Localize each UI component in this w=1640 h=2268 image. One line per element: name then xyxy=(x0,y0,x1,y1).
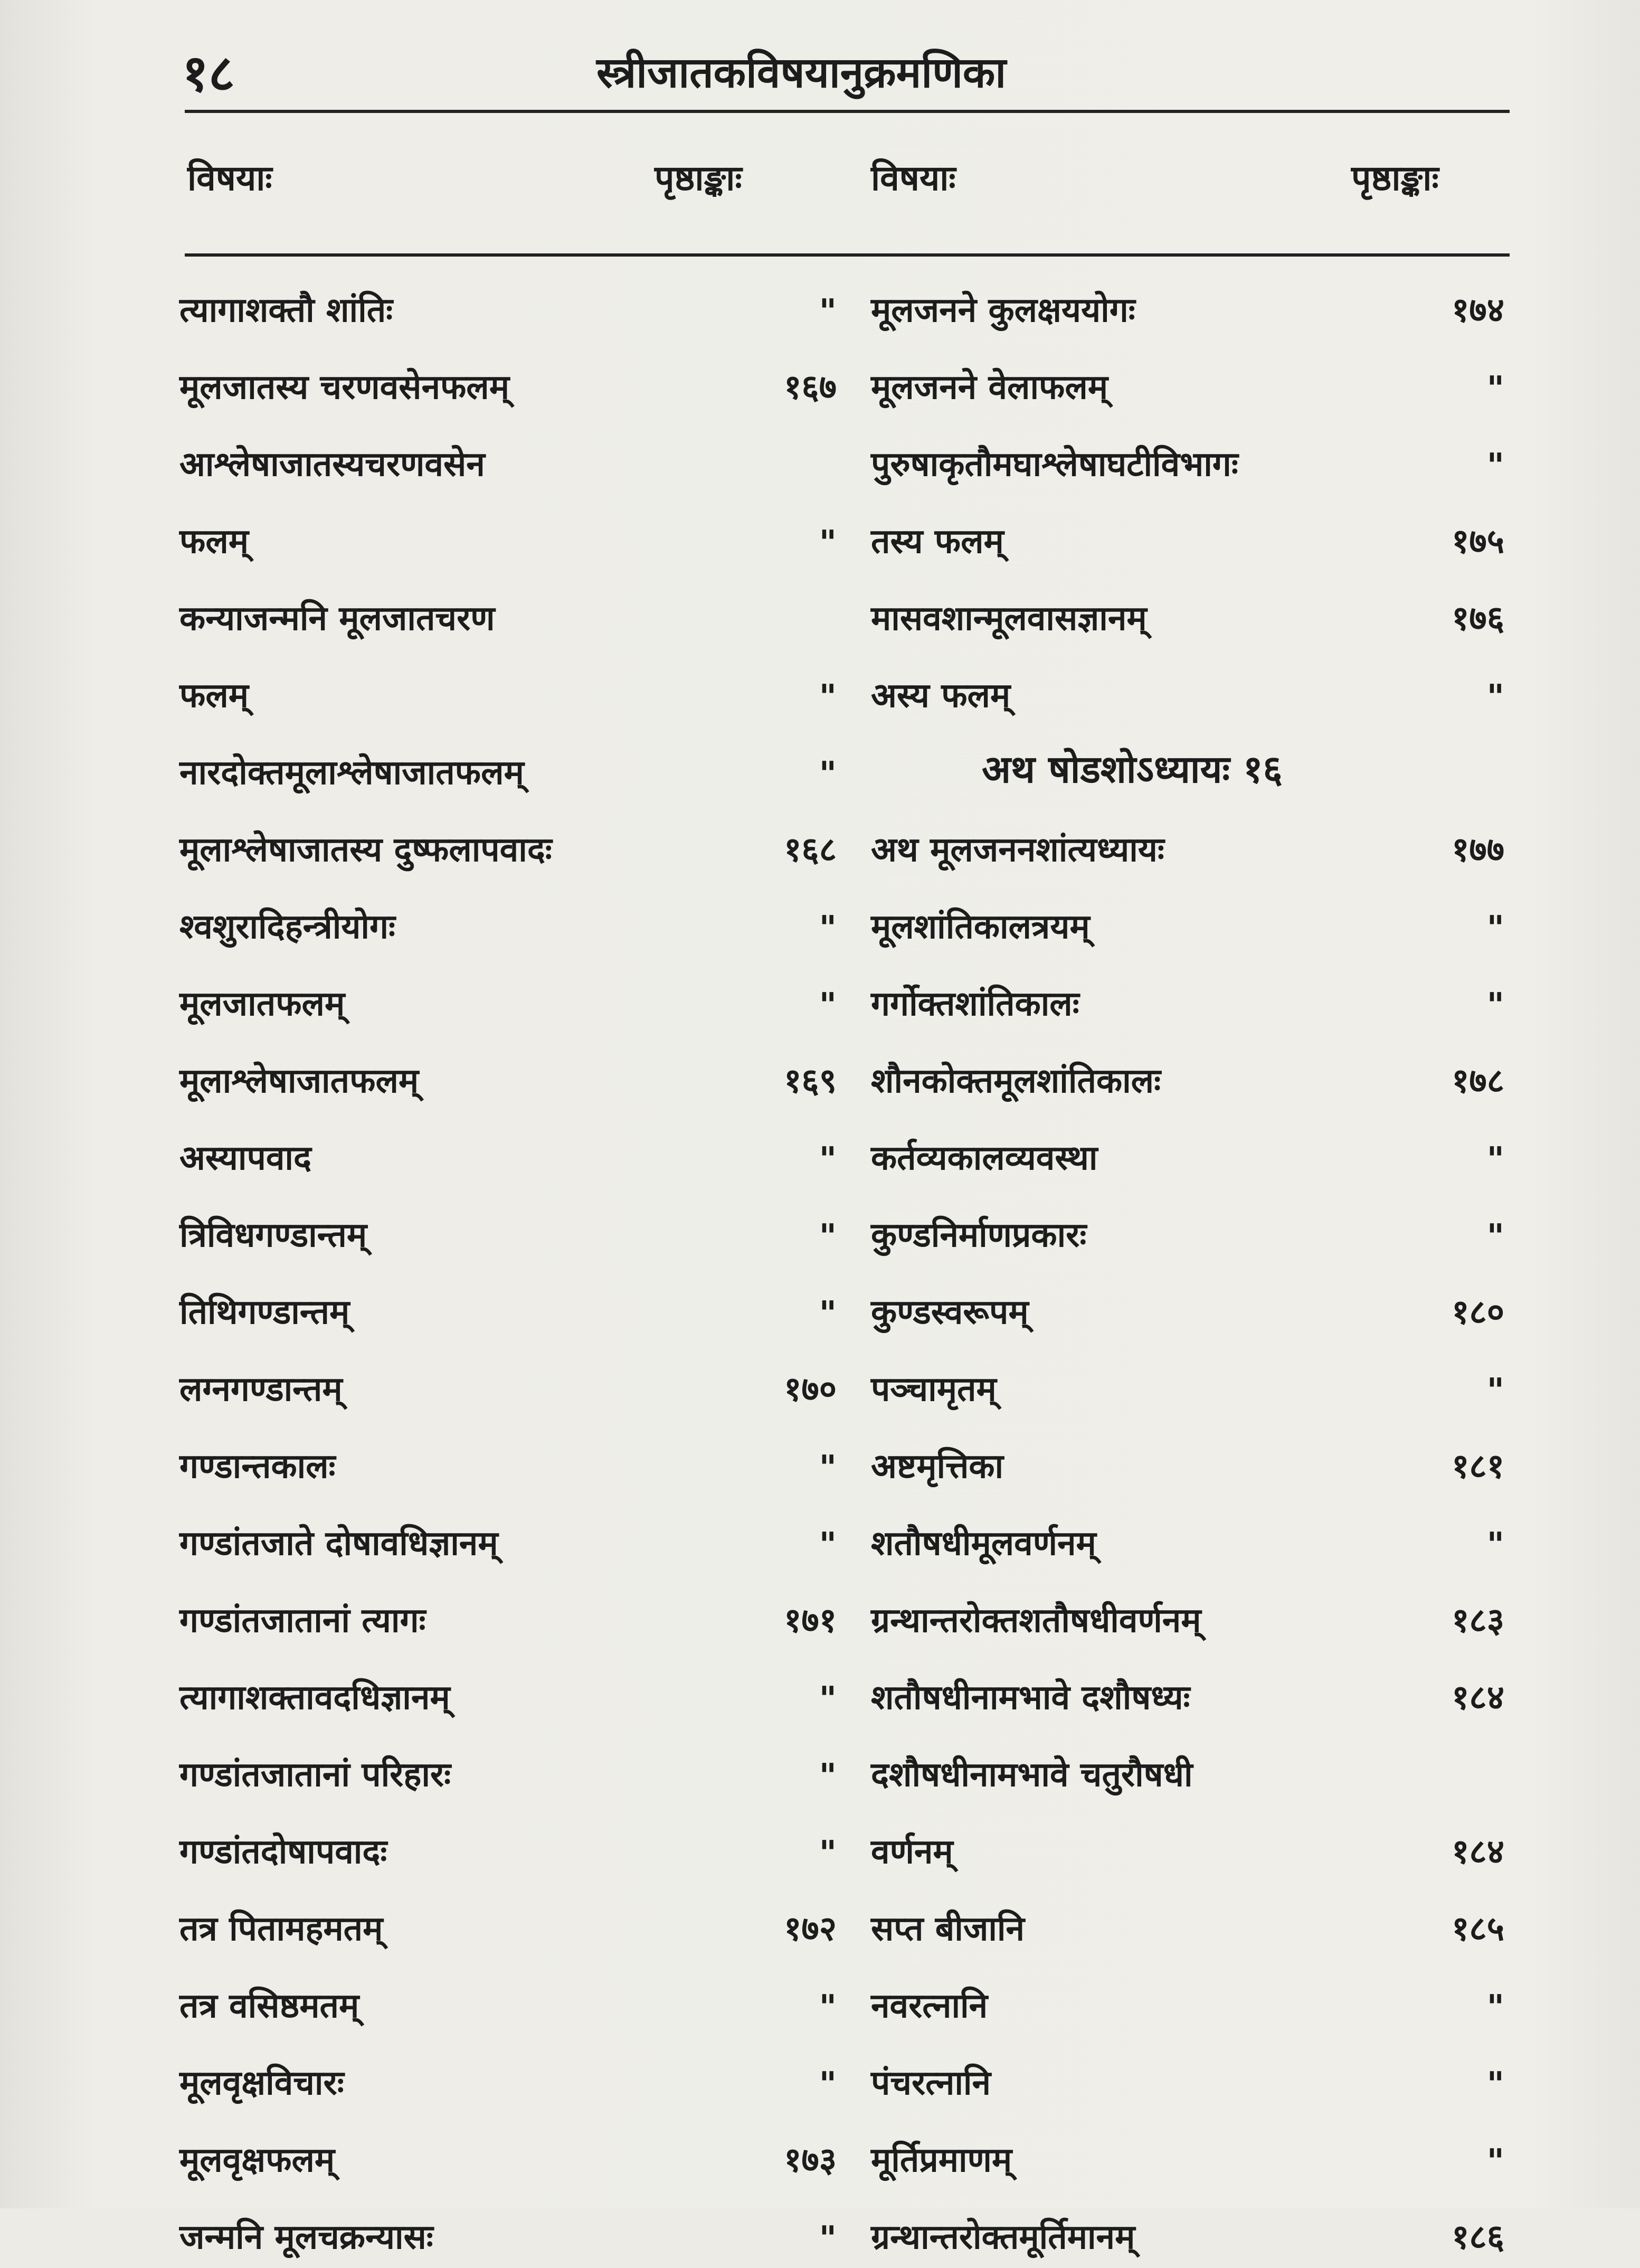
index-entry xyxy=(871,1883,1504,1960)
entry-subject: अथ षोडशोऽध्यायः १६ xyxy=(982,747,1283,791)
index-entry xyxy=(179,2191,837,2268)
entry-page-number: " xyxy=(1486,2142,1504,2181)
entry-subject: गण्डांतजाते दोषावधिज्ञानम् xyxy=(179,1524,498,1563)
entry-subject: गण्डांतदोषापवादः xyxy=(179,1832,387,1872)
index-entry xyxy=(871,1266,1504,1343)
index-entry xyxy=(179,1883,837,1960)
entry-subject: शतौषधीमूलवर्णनम् xyxy=(871,1524,1096,1563)
index-entry xyxy=(179,1497,837,1574)
entry-subject: पुरुषाकृतौमघाश्लेषाघटीविभागः xyxy=(871,445,1238,484)
entry-subject: गण्डांतजातानां त्यागः xyxy=(179,1601,426,1640)
entry-subject: नवरत्नानि xyxy=(871,1987,988,2026)
index-entry xyxy=(179,1266,837,1343)
index-entry xyxy=(179,495,837,572)
left-subject-header: विषयाः xyxy=(187,158,272,199)
right-index-column xyxy=(871,264,1504,2268)
entry-subject: अष्टमृत्तिका xyxy=(871,1447,1004,1486)
entry-page-number: १८० xyxy=(1452,1293,1504,1332)
entry-subject: अस्य फलम् xyxy=(871,676,1011,715)
entry-subject: नारदोक्तमूलाश्लेषाजातफलम् xyxy=(179,753,524,792)
entry-subject: फलम् xyxy=(179,676,249,715)
entry-subject: ग्रन्थान्तरोक्तमूर्तिमानम् xyxy=(871,2218,1135,2257)
index-entry xyxy=(179,1960,837,2037)
entry-subject: पञ्चामृतम् xyxy=(871,1370,997,1409)
entry-page-number: " xyxy=(1486,1526,1504,1565)
index-entry xyxy=(871,1960,1504,2037)
index-entry xyxy=(871,1651,1504,1728)
entry-subject: कुण्डस्वरूपम् xyxy=(871,1293,1029,1332)
entry-subject: गण्डांतजातानां परिहारः xyxy=(179,1755,451,1794)
entry-page-number: " xyxy=(1486,678,1504,717)
entry-page-number: १७८ xyxy=(1452,1062,1504,1101)
entry-page-number: १८४ xyxy=(1452,1832,1504,1872)
entry-page-number: " xyxy=(819,1140,837,1179)
entry-subject: मूलवृक्षफलम् xyxy=(179,2141,335,2180)
index-entry xyxy=(871,649,1504,726)
entry-page-number: १७७ xyxy=(1452,830,1504,870)
entry-page-number: " xyxy=(819,1834,837,1873)
entry-page-number: १७६ xyxy=(1452,599,1504,638)
index-entry xyxy=(179,2114,837,2191)
entry-subject: पंचरत्नानि xyxy=(871,2064,991,2103)
entry-subject: तिथिगण्डान्तम् xyxy=(179,1293,350,1332)
entry-page-number: " xyxy=(819,524,837,563)
index-entry xyxy=(871,2114,1504,2191)
entry-page-number: " xyxy=(819,1217,837,1256)
entry-subject: अस्यापवाद xyxy=(179,1139,311,1178)
index-entry xyxy=(871,881,1504,958)
entry-subject: त्यागाशक्तावदधिज्ञानम् xyxy=(179,1678,450,1717)
entry-page-number: " xyxy=(819,1988,837,2027)
entry-subject: कन्याजन्मनि मूलजातचरण xyxy=(179,599,495,638)
entry-page-number: १८३ xyxy=(1452,1601,1504,1640)
entry-page-number: " xyxy=(1486,986,1504,1025)
index-entry xyxy=(179,726,837,804)
index-entry xyxy=(871,1806,1504,1883)
entry-page-number: १८६ xyxy=(1452,2218,1504,2257)
entry-page-number: " xyxy=(819,2219,837,2258)
entry-page-number: " xyxy=(819,2065,837,2104)
index-entry xyxy=(179,1112,837,1189)
entry-page-number: १८५ xyxy=(1452,1910,1504,1949)
entry-subject: मूर्तिप्रमाणम् xyxy=(871,2141,1012,2180)
entry-subject: शतौषधीनामभावे दशौषध्यः xyxy=(871,1678,1190,1717)
index-entry xyxy=(871,1728,1504,1806)
page-title: स्त्रीजातकविषयानुक्रमणिका xyxy=(596,48,1007,97)
index-entry xyxy=(871,1420,1504,1497)
right-page-header: पृष्ठाङ्काः xyxy=(1351,158,1439,199)
index-entry xyxy=(179,881,837,958)
index-entry xyxy=(871,1343,1504,1420)
index-entry xyxy=(871,1574,1504,1651)
entry-page-number: १७३ xyxy=(784,2141,837,2180)
entry-page-number: " xyxy=(819,1294,837,1334)
entry-page-number: " xyxy=(819,1680,837,1719)
left-index-column xyxy=(179,264,837,2268)
entry-subject: मूलजनने वेलाफलम् xyxy=(871,368,1108,407)
entry-subject: तस्य फलम् xyxy=(871,522,1004,561)
entry-subject: शौनकोक्तमूलशांतिकालः xyxy=(871,1062,1161,1101)
entry-page-number: " xyxy=(1486,447,1504,486)
index-entry xyxy=(179,1189,837,1266)
entry-subject: श्वशुरादिहन्त्रीयोगः xyxy=(179,908,395,947)
index-entry xyxy=(871,958,1504,1035)
entry-subject: मूलजातफलम् xyxy=(179,985,345,1024)
entry-page-number: " xyxy=(819,678,837,717)
index-entry xyxy=(179,341,837,418)
entry-subject: गण्डान्तकालः xyxy=(179,1447,336,1486)
index-entry xyxy=(871,804,1504,881)
entry-subject: फलम् xyxy=(179,522,249,561)
index-entry xyxy=(179,958,837,1035)
entry-subject: मूलाश्लेषाजातफलम् xyxy=(179,1062,419,1101)
index-entry xyxy=(871,572,1504,649)
entry-page-number: " xyxy=(1486,909,1504,948)
entry-page-number: " xyxy=(819,1526,837,1565)
entry-page-number: १८४ xyxy=(1452,1678,1504,1717)
index-entry xyxy=(871,418,1504,495)
entry-subject: त्यागाशक्तौ शांतिः xyxy=(179,291,393,330)
left-page-header: पृष्ठाङ्काः xyxy=(655,158,742,199)
top-rule xyxy=(185,110,1510,113)
index-entry xyxy=(871,1497,1504,1574)
entry-subject: मूलवृक्षविचारः xyxy=(179,2064,344,2103)
entry-page-number: " xyxy=(1486,1988,1504,2027)
entry-subject: तत्र पितामहमतम् xyxy=(179,1910,383,1949)
entry-page-number: " xyxy=(819,292,837,332)
entry-subject: मूलशांतिकालत्रयम् xyxy=(871,908,1090,947)
entry-page-number: १७५ xyxy=(1452,522,1504,561)
index-entry xyxy=(179,649,837,726)
entry-subject: जन्मनि मूलचक्रन्यासः xyxy=(179,2218,433,2257)
index-entry xyxy=(179,1651,837,1728)
entry-page-number: " xyxy=(819,909,837,948)
index-entry xyxy=(179,1420,837,1497)
entry-subject: गर्गोक्तशांतिकालः xyxy=(871,985,1079,1024)
entry-subject: तत्र वसिष्ठमतम् xyxy=(179,1987,359,2026)
entry-subject: ग्रन्थान्तरोक्तशतौषधीवर्णनम् xyxy=(871,1601,1201,1640)
entry-subject: मूलजनने कुलक्षययोगः xyxy=(871,291,1135,330)
entry-subject: अथ मूलजननशांत्यध्यायः xyxy=(871,830,1164,870)
index-entry xyxy=(179,572,837,649)
chapter-heading xyxy=(871,726,1504,804)
index-entry xyxy=(871,1189,1504,1266)
entry-subject: मूलजातस्य चरणवसेनफलम् xyxy=(179,368,509,407)
entry-page-number: " xyxy=(819,986,837,1025)
entry-subject: कुण्डनिर्माणप्रकारः xyxy=(871,1216,1087,1255)
entry-subject: त्रिविधगण्डान्तम् xyxy=(179,1216,367,1255)
entry-subject: दशौषधीनामभावे चतुरौषधी xyxy=(871,1755,1193,1794)
index-entry xyxy=(179,1035,837,1112)
entry-subject: वर्णनम् xyxy=(871,1832,953,1872)
entry-page-number: " xyxy=(1486,1140,1504,1179)
index-entry xyxy=(179,1574,837,1651)
entry-page-number: " xyxy=(1486,1372,1504,1411)
index-entry xyxy=(179,1728,837,1806)
entry-page-number: १६८ xyxy=(784,830,837,870)
index-entry xyxy=(871,1112,1504,1189)
index-entry xyxy=(871,1035,1504,1112)
index-entry xyxy=(179,418,837,495)
index-entry xyxy=(871,2037,1504,2114)
entry-page-number: १८१ xyxy=(1452,1447,1504,1486)
entry-subject: सप्त बीजानि xyxy=(871,1910,1025,1949)
index-entry xyxy=(871,495,1504,572)
index-entry xyxy=(179,1806,837,1883)
entry-subject: मूलाश्लेषाजातस्य दुष्फलापवादः xyxy=(179,830,552,870)
entry-page-number: " xyxy=(1486,1217,1504,1256)
index-entry xyxy=(179,1343,837,1420)
entry-page-number: " xyxy=(819,1449,837,1488)
entry-subject: आश्लेषाजातस्यचरणवसेन xyxy=(179,445,485,484)
index-entry xyxy=(871,264,1504,341)
entry-page-number: " xyxy=(1486,2065,1504,2104)
entry-subject: कर्तव्यकालव्यवस्था xyxy=(871,1139,1098,1178)
entry-subject: मासवशान्मूलवासज्ञानम् xyxy=(871,599,1147,638)
index-entry xyxy=(871,2191,1504,2268)
index-entry xyxy=(179,264,837,341)
index-entry xyxy=(871,341,1504,418)
entry-page-number: " xyxy=(819,755,837,794)
entry-page-number: १७१ xyxy=(784,1601,837,1640)
entry-subject: लग्नगण्डान्तम् xyxy=(179,1370,343,1409)
right-subject-header: विषयाः xyxy=(871,158,956,199)
entry-page-number: १७० xyxy=(784,1370,837,1409)
entry-page-number: १७२ xyxy=(784,1910,837,1949)
index-entry xyxy=(179,2037,837,2114)
entry-page-number: १६७ xyxy=(784,368,837,407)
entry-page-number: १७४ xyxy=(1452,291,1504,330)
page-number: १८ xyxy=(182,44,235,103)
entry-page-number: " xyxy=(1486,370,1504,409)
header-rule xyxy=(185,253,1510,257)
entry-page-number: " xyxy=(819,1757,837,1796)
entry-page-number: १६९ xyxy=(784,1062,837,1101)
index-entry xyxy=(179,804,837,881)
